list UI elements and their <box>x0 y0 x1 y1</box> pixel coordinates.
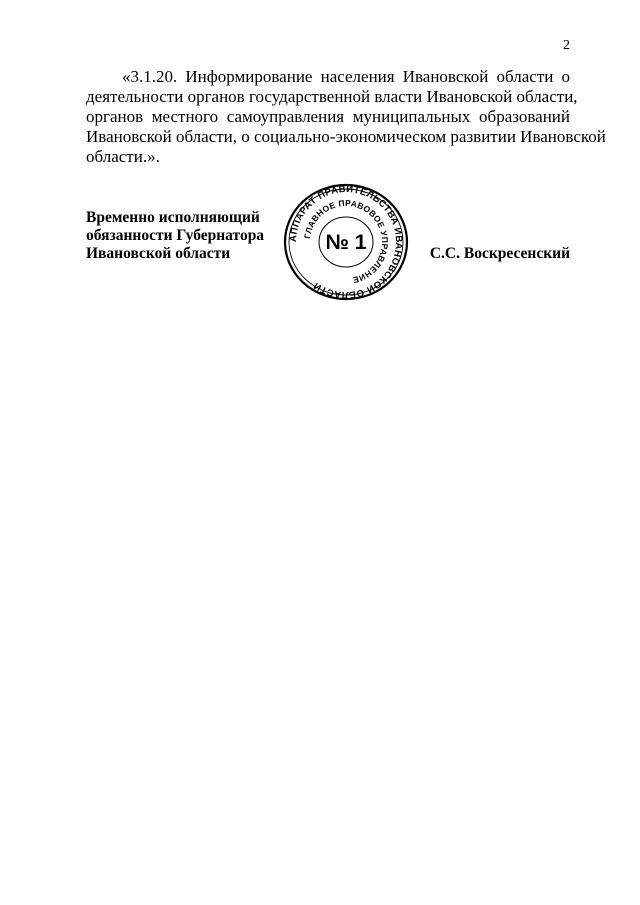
official-seal <box>282 183 410 301</box>
paragraph-line: деятельности органов государственной власти Ивановской области, <box>86 87 578 106</box>
seal-inner-text: ГЛАВНОЕ ПРАВОВОЕ УПРАВЛЕНИЕ <box>302 197 391 286</box>
page-number: 2 <box>563 38 570 53</box>
signatory-position <box>86 209 264 263</box>
signatory-position-line: Ивановской области <box>86 245 231 262</box>
seal-outer-text: АППАРАТ ПРАВИТЕЛЬСТВА ИВАНОВСКОЙ ОБЛАСТИ <box>287 183 405 301</box>
paragraph-line: «3.1.20. Информирование населения Ивановской области о <box>122 67 570 86</box>
signatory-position-line: обязанности Губернатора <box>86 227 265 244</box>
signatory-position-line: Временно исполняющий <box>86 209 260 226</box>
seal-center-text: № 1 <box>325 231 367 254</box>
paragraph-line: области.». <box>86 147 160 166</box>
body-paragraph <box>86 67 606 167</box>
signatory-name: С.С. Воскресенский <box>429 245 570 262</box>
paragraph-line: Ивановской области, о социально-экономическом развитии Ивановской <box>86 127 606 146</box>
paragraph-line: органов местного самоуправления муниципальных образований <box>86 107 570 126</box>
